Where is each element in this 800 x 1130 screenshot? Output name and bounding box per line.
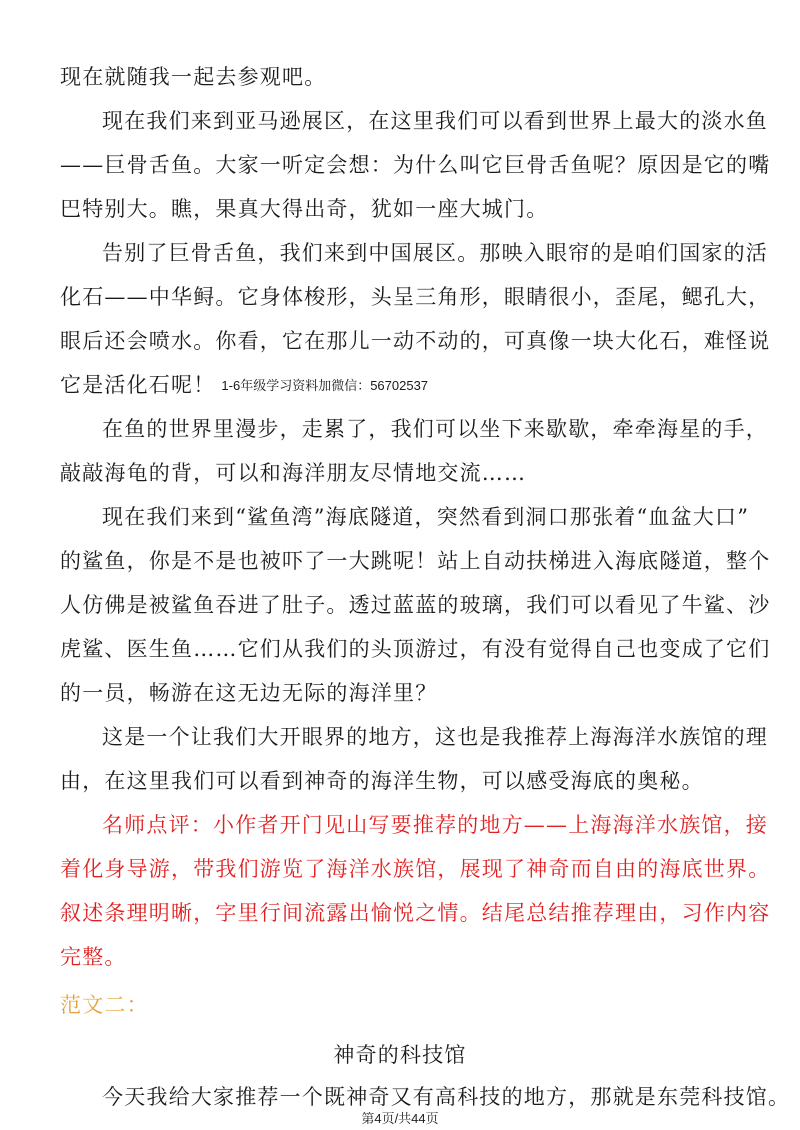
- teacher-comment-line: 完整。: [60, 945, 127, 969]
- text-line-with-watermark: [60, 370, 428, 401]
- text-line: 的鲨鱼，你是不是也被吓了一大跳呢！站上自动扶梯进入海底隧道，整个: [60, 549, 771, 573]
- teacher-comment-line: 着化身导游，带我们游览了海洋水族馆，展现了神奇而自由的海底世界。: [60, 857, 771, 881]
- text-line: 现在就随我一起去参观吧。: [60, 65, 327, 89]
- teacher-comment-line: 叙述条理明晰，字里行间流露出愉悦之情。结尾总结推荐理由，习作内容: [60, 901, 771, 925]
- text-line: 眼后还会喷水。你看，它在那儿一动不动的，可真像一块大化石，难怪说: [60, 329, 771, 353]
- watermark-text: 1-6年级学习资料加微信：56702537: [221, 378, 429, 393]
- text-line: 敲敲海龟的背，可以和海洋朋友尽情地交流……: [60, 461, 527, 485]
- text-line: 人仿佛是被鲨鱼吞进了肚子。透过蓝蓝的玻璃，我们可以看见了牛鲨、沙: [60, 593, 771, 617]
- text-line: 巴特别大。瞧，果真大得出奇，犹如一座大城门。: [60, 197, 549, 221]
- text-line: ——巨骨舌鱼。大家一听定会想：为什么叫它巨骨舌鱼呢？原因是它的嘴: [60, 153, 771, 177]
- text-line: 告别了巨骨舌鱼，我们来到中国展区。那映入眼帘的是咱们国家的活: [102, 241, 768, 265]
- text-fragment: 它是活化石呢！: [60, 373, 216, 397]
- essay-title: 神奇的科技馆: [333, 1043, 467, 1067]
- teacher-comment-line: 名师点评：小作者开门见山写要推荐的地方——上海海洋水族馆，接: [102, 813, 768, 837]
- page-number-footer: 第4页/共44页: [361, 1111, 439, 1126]
- text-line: 这是一个让我们大开眼界的地方，这也是我推荐上海海洋水族馆的理: [102, 725, 768, 749]
- text-line: 由，在这里我们可以看到神奇的海洋生物，可以感受海底的奥秘。: [60, 769, 704, 793]
- text-line: 现在我们来到“鲨鱼湾”海底隧道，突然看到洞口那张着“血盆大口”: [102, 505, 750, 529]
- text-line: 的一员，畅游在这无边无际的海洋里？: [60, 681, 438, 705]
- text-line: 今天我给大家推荐一个既神奇又有高科技的地方，那就是东莞科技馆。: [102, 1085, 791, 1109]
- text-line: 在鱼的世界里漫步，走累了，我们可以坐下来歇歇，牵牵海星的手，: [102, 417, 768, 441]
- section-label: 范文二：: [60, 993, 149, 1017]
- text-line: 现在我们来到亚马逊展区，在这里我们可以看到世界上最大的淡水鱼: [102, 109, 768, 133]
- text-line: 化石——中华鲟。它身体梭形，头呈三角形，眼睛很小，歪尾，鳃孔大，: [60, 285, 771, 309]
- text-line: 虎鲨、医生鱼……它们从我们的头顶游过，有没有觉得自己也变成了它们: [60, 637, 771, 661]
